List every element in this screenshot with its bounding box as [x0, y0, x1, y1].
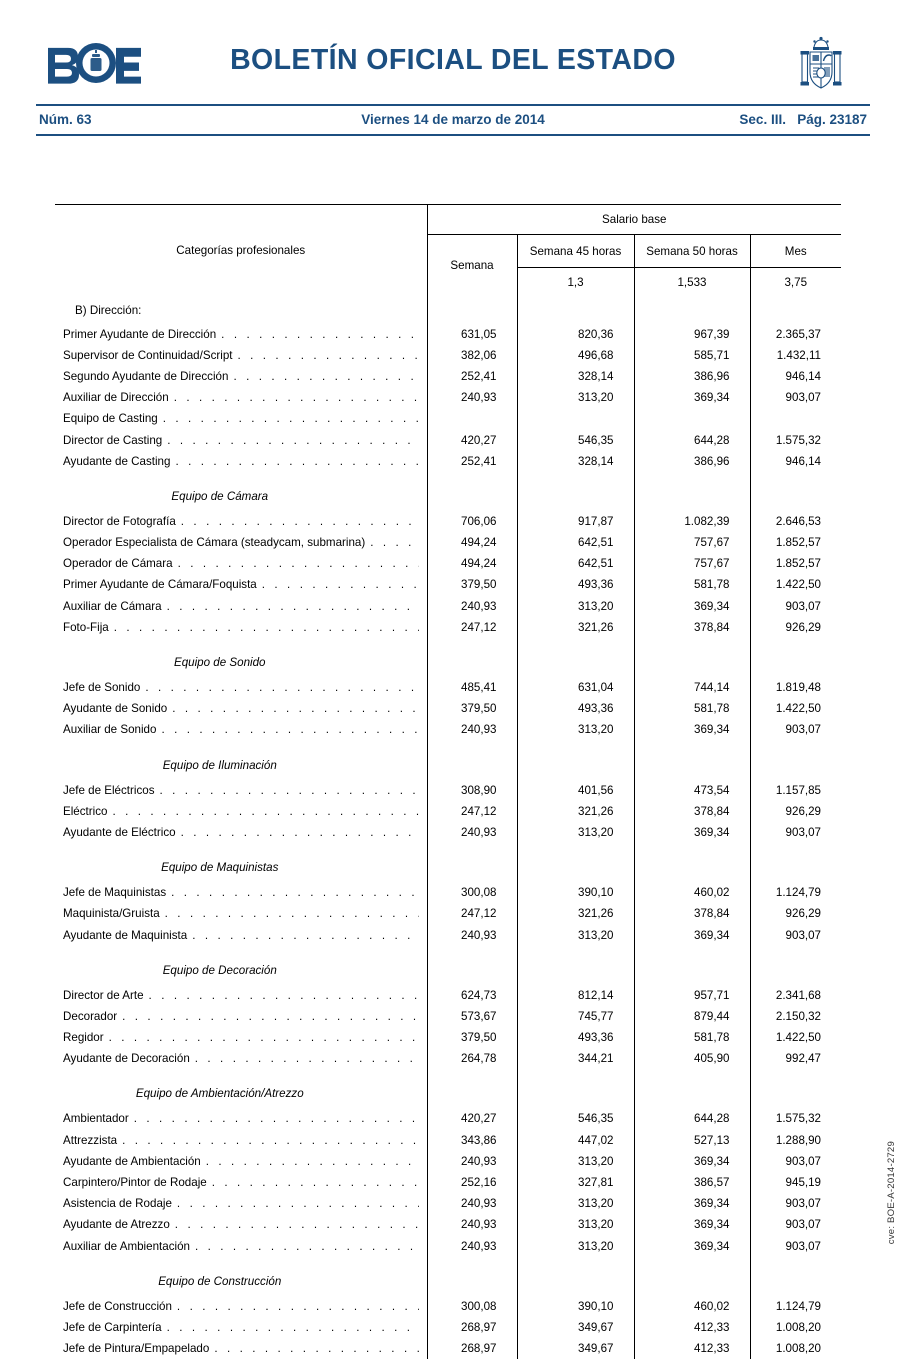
value-semana45: 313,20 [517, 1236, 634, 1257]
category-label: Ayudante de Maquinista . . . [55, 924, 427, 945]
section-heading-label: Equipo de Maquinistas [55, 853, 427, 882]
value-semana50: 644,28 [634, 1108, 750, 1129]
value-semana: 268,97 [427, 1338, 517, 1359]
table-spacer-row [55, 1069, 841, 1079]
value-semana45: 496,68 [517, 345, 634, 366]
value-semana50: 369,34 [634, 1236, 750, 1257]
value-mes: 1.422,50 [750, 698, 841, 719]
value-mes: 1.575,32 [750, 429, 841, 450]
value-mes: 1.852,57 [750, 532, 841, 553]
value-semana45: 631,04 [517, 677, 634, 698]
salary-table-container [55, 204, 841, 1359]
table-row [55, 1108, 841, 1129]
salary-table-body [55, 297, 841, 1359]
value-semana: 240,93 [427, 719, 517, 740]
spain-coat-of-arms-icon [794, 34, 848, 96]
category-label: Segundo Ayudante de Dirección . . . [55, 366, 427, 387]
header-factor-semana50: 1,533 [634, 268, 750, 297]
table-row [55, 387, 841, 408]
value-semana: 240,93 [427, 822, 517, 843]
category-label: Ayudante de Eléctrico . . . [55, 822, 427, 843]
table-row [55, 553, 841, 574]
value-semana50: 378,84 [634, 801, 750, 822]
value-mes: 946,14 [750, 366, 841, 387]
value-semana: 631,05 [427, 324, 517, 345]
value-semana: 420,27 [427, 1108, 517, 1129]
value-semana45: 349,67 [517, 1338, 634, 1359]
category-label: Operador de Cámara . . . [55, 553, 427, 574]
value-semana: 300,08 [427, 882, 517, 903]
value-semana: 624,73 [427, 985, 517, 1006]
table-group-heading-row [55, 297, 841, 324]
value-semana45: 447,02 [517, 1130, 634, 1151]
category-label: Jefe de Pintura/Empapelado . . . [55, 1338, 427, 1359]
value-semana50: 386,96 [634, 366, 750, 387]
value-semana45: 313,20 [517, 1214, 634, 1235]
value-semana: 240,93 [427, 1236, 517, 1257]
value-semana: 308,90 [427, 780, 517, 801]
table-row [55, 1048, 841, 1069]
table-row [55, 1296, 841, 1317]
category-label: Ayudante de Casting . . . [55, 451, 427, 472]
value-mes [750, 408, 841, 429]
value-semana45: 328,14 [517, 451, 634, 472]
value-semana50: 405,90 [634, 1048, 750, 1069]
header-row-group [55, 205, 841, 235]
table-spacer-row [55, 741, 841, 751]
table-row [55, 822, 841, 843]
table-section-heading-row [55, 853, 841, 882]
table-row [55, 698, 841, 719]
value-semana45: 313,20 [517, 822, 634, 843]
value-semana: 247,12 [427, 801, 517, 822]
table-section-heading-row [55, 1079, 841, 1108]
value-semana50: 412,33 [634, 1317, 750, 1338]
value-semana50: 369,34 [634, 822, 750, 843]
value-mes: 926,29 [750, 903, 841, 924]
value-mes: 926,29 [750, 617, 841, 638]
value-semana45: 313,20 [517, 387, 634, 408]
header-col-mes: Mes [750, 235, 841, 268]
value-semana [427, 408, 517, 429]
value-semana50: 386,57 [634, 1172, 750, 1193]
category-label: Auxiliar de Dirección . . . [55, 387, 427, 408]
value-mes: 903,07 [750, 387, 841, 408]
value-semana50: 879,44 [634, 1006, 750, 1027]
category-label: Foto-Fija . . . [55, 617, 427, 638]
table-section-heading-row [55, 751, 841, 780]
value-semana50: 581,78 [634, 574, 750, 595]
value-mes: 903,07 [750, 1214, 841, 1235]
value-semana45: 390,10 [517, 882, 634, 903]
value-semana50: 460,02 [634, 882, 750, 903]
table-row [55, 719, 841, 740]
value-semana45 [517, 408, 634, 429]
value-mes: 903,07 [750, 1151, 841, 1172]
group-heading-label: B) Dirección: [55, 297, 427, 324]
value-mes: 992,47 [750, 1048, 841, 1069]
value-semana45: 642,51 [517, 532, 634, 553]
value-semana: 252,16 [427, 1172, 517, 1193]
salary-table [55, 204, 841, 1359]
value-semana50: 378,84 [634, 903, 750, 924]
section-heading-label: Equipo de Decoración [55, 956, 427, 985]
value-semana50: 386,96 [634, 451, 750, 472]
value-semana45: 344,21 [517, 1048, 634, 1069]
value-semana50: 369,34 [634, 924, 750, 945]
value-mes: 1.008,20 [750, 1317, 841, 1338]
value-mes: 2.341,68 [750, 985, 841, 1006]
table-spacer-row [55, 946, 841, 956]
value-semana: 240,93 [427, 924, 517, 945]
value-semana: 264,78 [427, 1048, 517, 1069]
value-semana: 420,27 [427, 429, 517, 450]
header-factor-semana45: 1,3 [517, 268, 634, 297]
header-col-semana45: Semana 45 horas [517, 235, 634, 268]
value-mes: 2.365,37 [750, 324, 841, 345]
value-mes: 1.124,79 [750, 882, 841, 903]
category-label: Operador Especialista de Cámara (steadycam, submarina) . . . [55, 532, 427, 553]
category-label: Primer Ayudante de Cámara/Foquista . . . [55, 574, 427, 595]
section-heading-label: Equipo de Iluminación [55, 751, 427, 780]
value-mes: 945,19 [750, 1172, 841, 1193]
table-row [55, 924, 841, 945]
category-label: Ambientador . . . [55, 1108, 427, 1129]
value-semana45: 313,20 [517, 1151, 634, 1172]
value-mes: 926,29 [750, 801, 841, 822]
table-row [55, 532, 841, 553]
value-semana45: 493,36 [517, 1027, 634, 1048]
value-semana: 240,93 [427, 1193, 517, 1214]
value-semana50: 369,34 [634, 596, 750, 617]
value-mes: 903,07 [750, 596, 841, 617]
category-label: Jefe de Carpintería . . . [55, 1317, 427, 1338]
value-semana45: 390,10 [517, 1296, 634, 1317]
value-semana45: 327,81 [517, 1172, 634, 1193]
category-label: Director de Arte . . . [55, 985, 427, 1006]
value-semana: 706,06 [427, 511, 517, 532]
value-mes: 1.288,90 [750, 1130, 841, 1151]
value-semana: 240,93 [427, 596, 517, 617]
value-semana45: 493,36 [517, 574, 634, 595]
value-semana45: 321,26 [517, 903, 634, 924]
table-row [55, 1006, 841, 1027]
header-col-semana50: Semana 50 horas [634, 235, 750, 268]
table-row [55, 451, 841, 472]
value-semana45: 917,87 [517, 511, 634, 532]
table-row [55, 324, 841, 345]
value-semana: 494,24 [427, 532, 517, 553]
value-semana50: 957,71 [634, 985, 750, 1006]
value-semana: 240,93 [427, 387, 517, 408]
value-semana45: 349,67 [517, 1317, 634, 1338]
section-heading-label: Equipo de Cámara [55, 482, 427, 511]
header-categories: Categorías profesionales [55, 205, 427, 297]
table-row [55, 511, 841, 532]
value-mes: 903,07 [750, 822, 841, 843]
category-label: Auxiliar de Sonido . . . [55, 719, 427, 740]
value-mes: 1.008,20 [750, 1338, 841, 1359]
value-semana45: 493,36 [517, 698, 634, 719]
value-mes: 903,07 [750, 719, 841, 740]
value-semana50: 757,67 [634, 532, 750, 553]
value-semana45: 313,20 [517, 924, 634, 945]
value-mes: 1.432,11 [750, 345, 841, 366]
value-semana50: 744,14 [634, 677, 750, 698]
table-row [55, 1236, 841, 1257]
value-semana45: 745,77 [517, 1006, 634, 1027]
table-row [55, 429, 841, 450]
value-mes: 946,14 [750, 451, 841, 472]
rule-bottom [36, 134, 870, 136]
section-and-page: Sec. III. Pág. 23187 [739, 106, 867, 134]
section-heading-label: Equipo de Ambientación/Atrezzo [55, 1079, 427, 1108]
cve-identifier: cve: BOE-A-2014-2729 [886, 1141, 897, 1244]
value-semana50: 581,78 [634, 698, 750, 719]
value-semana: 379,50 [427, 1027, 517, 1048]
category-label: Decorador . . . [55, 1006, 427, 1027]
category-label: Jefe de Eléctricos . . . [55, 780, 427, 801]
value-semana45: 313,20 [517, 1193, 634, 1214]
value-semana50: 644,28 [634, 429, 750, 450]
issue-number: Núm. 63 [39, 106, 92, 134]
table-spacer-row [55, 638, 841, 648]
value-semana: 573,67 [427, 1006, 517, 1027]
category-label: Jefe de Sonido . . . [55, 677, 427, 698]
value-semana: 379,50 [427, 698, 517, 719]
value-semana: 343,86 [427, 1130, 517, 1151]
value-mes: 1.575,32 [750, 1108, 841, 1129]
value-semana45: 546,35 [517, 1108, 634, 1129]
value-mes: 2.150,32 [750, 1006, 841, 1027]
value-mes: 1.422,50 [750, 1027, 841, 1048]
value-mes: 903,07 [750, 1236, 841, 1257]
value-semana50: 369,34 [634, 719, 750, 740]
value-semana45: 812,14 [517, 985, 634, 1006]
table-row [55, 408, 841, 429]
table-row [55, 677, 841, 698]
section-heading-label: Equipo de Construcción [55, 1267, 427, 1296]
table-section-heading-row [55, 648, 841, 677]
value-semana: 240,93 [427, 1214, 517, 1235]
value-semana: 379,50 [427, 574, 517, 595]
value-mes: 1.852,57 [750, 553, 841, 574]
category-label: Eléctrico . . . [55, 801, 427, 822]
value-semana50: 369,34 [634, 1193, 750, 1214]
table-row [55, 1027, 841, 1048]
value-semana50: 967,39 [634, 324, 750, 345]
table-row [55, 882, 841, 903]
table-row [55, 366, 841, 387]
value-mes: 903,07 [750, 1193, 841, 1214]
value-semana: 494,24 [427, 553, 517, 574]
value-mes: 1.819,48 [750, 677, 841, 698]
value-semana45: 313,20 [517, 596, 634, 617]
value-mes: 1.157,85 [750, 780, 841, 801]
value-semana50: 1.082,39 [634, 511, 750, 532]
table-row [55, 985, 841, 1006]
category-label: Jefe de Maquinistas . . . [55, 882, 427, 903]
table-spacer-row [55, 843, 841, 853]
value-semana50: 585,71 [634, 345, 750, 366]
value-semana45: 321,26 [517, 801, 634, 822]
header-salary-base: Salario base [427, 205, 841, 235]
header-col-semana: Semana [427, 235, 517, 297]
value-semana45: 401,56 [517, 780, 634, 801]
category-label: Ayudante de Atrezzo . . . [55, 1214, 427, 1235]
category-label: Maquinista/Gruista . . . [55, 903, 427, 924]
value-semana: 247,12 [427, 903, 517, 924]
value-semana: 252,41 [427, 366, 517, 387]
value-semana: 485,41 [427, 677, 517, 698]
category-label: Attrezzista . . . [55, 1130, 427, 1151]
table-row [55, 903, 841, 924]
category-label: Regidor . . . [55, 1027, 427, 1048]
value-semana50 [634, 408, 750, 429]
table-row [55, 617, 841, 638]
table-row [55, 1338, 841, 1359]
value-semana50: 581,78 [634, 1027, 750, 1048]
value-semana50: 369,34 [634, 387, 750, 408]
table-spacer-row [55, 472, 841, 482]
table-section-heading-row [55, 956, 841, 985]
table-row [55, 596, 841, 617]
value-semana45: 328,14 [517, 366, 634, 387]
section-heading-label: Equipo de Sonido [55, 648, 427, 677]
category-label: Director de Casting . . . [55, 429, 427, 450]
value-semana45: 642,51 [517, 553, 634, 574]
category-label: Supervisor de Continuidad/Script . . . [55, 345, 427, 366]
issue-date: Viernes 14 de marzo de 2014 [36, 106, 870, 134]
category-label: Director de Fotografía . . . [55, 511, 427, 532]
table-section-heading-row [55, 1267, 841, 1296]
table-row [55, 1214, 841, 1235]
value-semana50: 412,33 [634, 1338, 750, 1359]
category-label: Carpintero/Pintor de Rodaje . . . [55, 1172, 427, 1193]
table-row [55, 1317, 841, 1338]
table-row [55, 780, 841, 801]
category-label: Equipo de Casting . . . [55, 408, 427, 429]
category-label: Ayudante de Sonido . . . [55, 698, 427, 719]
value-semana: 240,93 [427, 1151, 517, 1172]
category-label: Ayudante de Decoración . . . [55, 1048, 427, 1069]
value-semana: 382,06 [427, 345, 517, 366]
value-semana: 247,12 [427, 617, 517, 638]
table-row [55, 1130, 841, 1151]
value-mes: 1.422,50 [750, 574, 841, 595]
value-mes: 2.646,53 [750, 511, 841, 532]
table-row [55, 1172, 841, 1193]
value-semana: 268,97 [427, 1317, 517, 1338]
value-semana45: 546,35 [517, 429, 634, 450]
category-label: Auxiliar de Cámara . . . [55, 596, 427, 617]
table-spacer-row [55, 1257, 841, 1267]
value-semana50: 473,54 [634, 780, 750, 801]
masthead [36, 36, 870, 104]
value-semana: 300,08 [427, 1296, 517, 1317]
value-semana50: 527,13 [634, 1130, 750, 1151]
table-row [55, 1151, 841, 1172]
value-semana: 252,41 [427, 451, 517, 472]
value-semana45: 313,20 [517, 719, 634, 740]
category-label: Ayudante de Ambientación . . . [55, 1151, 427, 1172]
header-factor-mes: 3,75 [750, 268, 841, 297]
category-label: Jefe de Construcción . . . [55, 1296, 427, 1317]
page-title: BOLETÍN OFICIAL DEL ESTADO [36, 44, 870, 77]
value-semana50: 460,02 [634, 1296, 750, 1317]
value-semana50: 757,67 [634, 553, 750, 574]
value-semana50: 369,34 [634, 1214, 750, 1235]
category-label: Primer Ayudante de Dirección . . . [55, 324, 427, 345]
value-semana45: 820,36 [517, 324, 634, 345]
table-row [55, 801, 841, 822]
value-semana50: 369,34 [634, 1151, 750, 1172]
running-head [36, 104, 870, 136]
value-semana50: 378,84 [634, 617, 750, 638]
salary-table-head [55, 205, 841, 297]
category-label: Auxiliar de Ambientación . . . [55, 1236, 427, 1257]
category-label: Asistencia de Rodaje . . . [55, 1193, 427, 1214]
value-semana45: 321,26 [517, 617, 634, 638]
table-row [55, 574, 841, 595]
table-row [55, 345, 841, 366]
table-row [55, 1193, 841, 1214]
value-mes: 903,07 [750, 924, 841, 945]
table-section-heading-row [55, 482, 841, 511]
value-mes: 1.124,79 [750, 1296, 841, 1317]
